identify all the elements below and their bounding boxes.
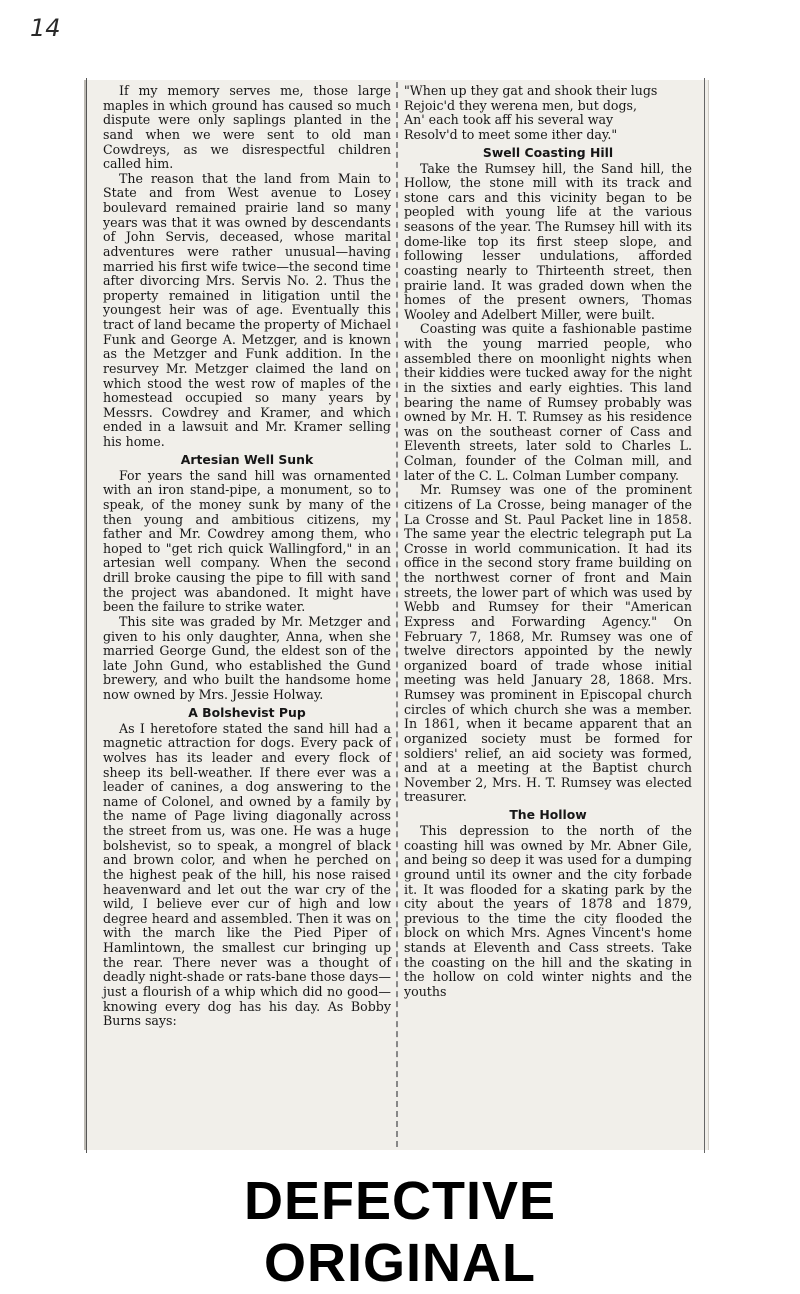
defective-original-stamp: DEFECTIVE ORIGINAL [243,1171,557,1293]
article-paragraph: As I heretofore stated the sand hill had a magnetic attraction for dogs. Every pack of wolves has its leader and every flock of sheep its bell-weather. If there ever was a leader of canines, a dog answering to the name of Colonel, and owned by a family by the name of Page living diagonally across the street from us, was one. He was a huge bolshevist, so to speak, a mongrel of black and brown color, and when he perched on the highest peak of the hill, his nose raised heavenward and let out the war cry of the wild, I believe ever cur of high and low degree heard and assembled. Then it was on with the march like the Pied Piper of Hamlintown, the smallest cur bringing up the rear. There never was a thought of deadly night-shade or rats-bane those days—just a flourish of a whip which did no good—knowing every dog has his day. As Bobby Burns says: [103,720,391,1029]
poem-line: An' each took aff his several way [404,112,614,128]
article-column-left [103,84,391,1029]
page-number: 14 [30,14,61,42]
section-heading: Artesian Well Sunk [180,451,314,467]
article-column-right [404,84,692,1000]
poem-line: Rejoic'd they werena men, but dogs, [404,97,638,113]
article-paragraph: For years the sand hill was ornamented with an iron stand-pipe, a monument, so to speak, of the money sunk by many of the then young and ambitious citizens, my father and Mr. Cowdrey among them, who hoped to "get rich quick Wallingford," in an artesian well company. When the second drill broke causing the pipe to fill with sand the project was abandoned. It might have been the failure to strike water. [103,467,391,615]
section-heading: The Hollow [509,807,587,822]
article-paragraph: This site was graded by Mr. Metzger and given to his only daughter, Anna, when she married George Gund, the eldest son of the late John Gund, who established the Gund brewery, and who built the handsome home now owned by Mrs. Jessie Holway. [103,613,391,702]
right-border-rule [704,78,705,1153]
article-paragraph: Mr. Rumsey was one of the prominent citizens of La Crosse, being manager of the La Crosse and St. Paul Packet line in 1858. The same year the electric telegraph put La Crosse in world communication. It had its office in the second story frame building on the northwest corner of front and Main streets, the lower part of which was used by Webb and Rumsey for their "American Express and Forwarding Agency." On February 7, 1868, Mr. Rumsey was one of twelve directors appointed by the newly organized board of trade whose initial meeting was held January 28, 1868. Mrs. Rumsey was prominent in Episcopal church circles of which church she was a member. In 1861, when it became apparent that an organized society must be formed for soldiers' relief, an aid society was formed, and at a meeting at the Baptist church November 2, Mrs. H. T. Rumsey was elected treasurer. [404,482,692,805]
article-paragraph: If my memory serves me, those large maples in which ground has caused so much dispute were only saplings planted in the sand when we were sent to old man Cowdreys, as we disrespectful children called him. [103,83,391,172]
poem-quote [404,84,692,143]
article-paragraph: Coasting was quite a fashionable pastime with the young married people, who assembled there on moonlight nights when their kiddies were tucked away for the night in the sixties and early eighties. This land bearing the name of Rumsey probably was owned by Mr. H. T. Rumsey as his residence was on the southeast corner of Cass and Eleventh streets, later sold to Charles L. Colman, founder of the Colman mill, and later of the C. L. Colman Lumber company. [404,321,692,483]
left-border-rule [86,78,87,1153]
article-paragraph: Take the Rumsey hill, the Sand hill, the Hollow, the stone mill with its track and stone cars and this vicinity began to be peopled with young life at the various seasons of the year. The Rumsey hill with its dome-like top its first steep slope, and following lesser undulations, afforded coasting nearly to Thirteenth street, then prairie land. It was graded down when the homes of the present owners, Thomas Wooley and Adelbert Miller, were built. [404,160,692,322]
article-paragraph: This depression to the north of the coasting hill was owned by Mr. Abner Gile, and being so deep it was used for a dumping ground until its owner and the city forbade it. It was flooded for a skating park by the city about the years of 1878 and 1879, previous to the time the city flooded the block on which Mrs. Agnes Vincent's home stands at Eleventh and Cass streets. Take the coasting on the hill and the skating in the hollow on cold winter nights and the youths [404,823,692,999]
column-divider [396,82,398,1147]
article-paragraph: The reason that the land from Main to State and from West avenue to Losey boulevard remained prairie land so many years was that it was owned by descendants of John Servis, deceased, whose marital adventures were rather unusual—having married his first wife twice—the second time after divorcing Mrs. Servis No. 2. Thus the property remained in litigation until the youngest heir was of age. Eventually this tract of land became the property of Michael Funk and George A. Metzger, and is known as the Metzger and Funk addition. In the resurvey Mr. Metzger claimed the land on which stood the west row of maples of the homestead occupied so many years by Messrs. Cowdrey and Kramer, and which ended in a lawsuit and Mr. Kramer selling his home. [103,170,391,449]
poem-line: "When up they gat and shook their lugs [404,83,658,98]
section-heading: A Bolshevist Pup [188,704,306,720]
poem-line: Resolv'd to meet some ither day." [404,126,618,142]
section-heading: Swell Coasting Hill [482,144,614,160]
